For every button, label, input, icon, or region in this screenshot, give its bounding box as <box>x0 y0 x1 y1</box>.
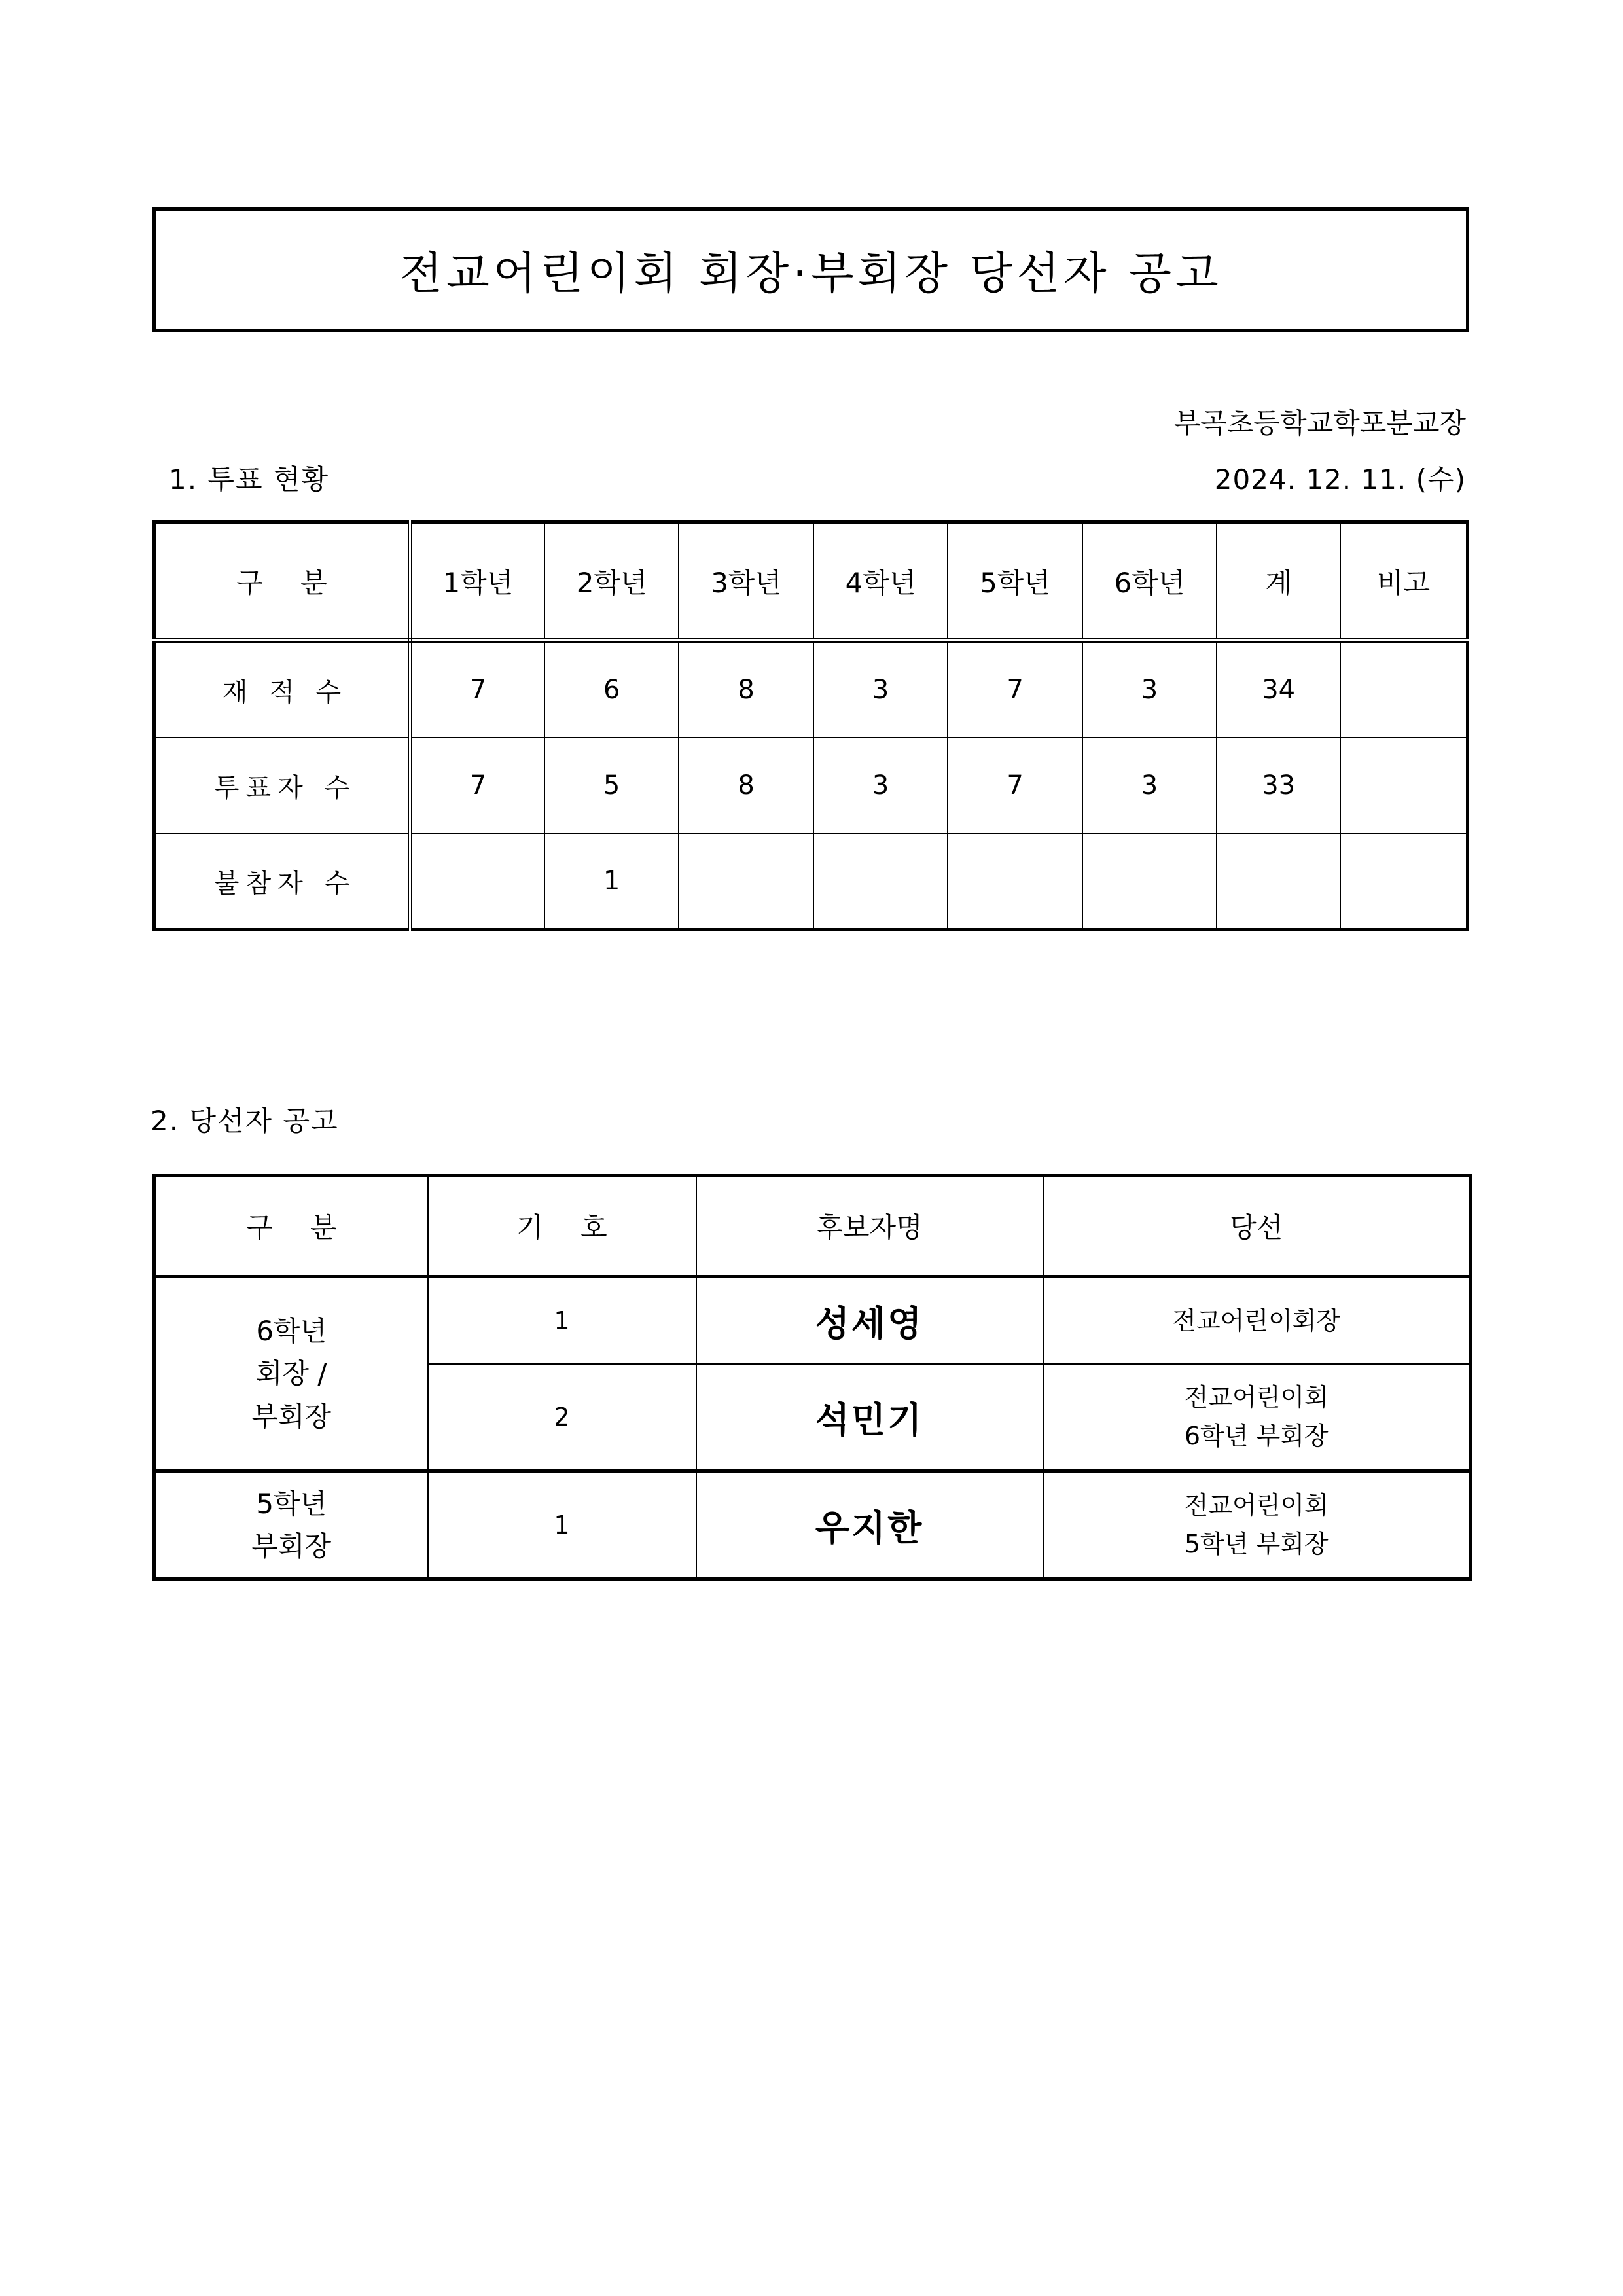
cell-enrolled-grade-2: 6 <box>544 641 679 738</box>
header-note: 비고 <box>1340 522 1467 641</box>
post-line-2: 5학년 부회장 <box>1184 1530 1329 1558</box>
cell-enrolled-grade-6: 3 <box>1082 641 1217 738</box>
cell-voters-grade-2: 5 <box>544 738 679 833</box>
header-division: 구 분 <box>154 1175 428 1277</box>
cell-candidate-number-3: 1 <box>428 1471 696 1579</box>
cell-enrolled-grade-1: 7 <box>410 641 544 738</box>
cell-voters-grade-3: 8 <box>679 738 813 833</box>
cell-candidate-name-1: 성세영 <box>696 1277 1043 1365</box>
cell-elected-post-1 <box>1043 1277 1471 1365</box>
cell-enrolled-grade-4: 3 <box>813 641 948 738</box>
cell-absentees-note <box>1340 833 1467 930</box>
row-label-absentees: 불참자 수 <box>154 833 410 930</box>
cell-division-grade6 <box>154 1277 428 1471</box>
cell-candidate-name-2: 석민기 <box>696 1364 1043 1471</box>
cell-candidate-number-2: 2 <box>428 1364 696 1471</box>
cell-candidate-number-1: 1 <box>428 1277 696 1365</box>
cell-absentees-grade-6 <box>1082 833 1217 930</box>
cell-absentees-grade-1 <box>410 833 544 930</box>
post-line-1: 전교어린이회장 <box>1172 1306 1341 1335</box>
division-line-2: 회장 / <box>255 1357 327 1390</box>
cell-enrolled-total: 34 <box>1217 641 1340 738</box>
vote-status-table <box>152 520 1469 931</box>
header-grade-1: 1학년 <box>410 522 544 641</box>
division-line-3: 부회장 <box>251 1400 332 1433</box>
table-row <box>154 641 1468 738</box>
header-total: 계 <box>1217 522 1340 641</box>
row-label-voters: 투표자 수 <box>154 738 410 833</box>
page-title: 전교어린이회 회장·부회장 당선자 공고 <box>399 248 1222 300</box>
division-line-1: 6학년 <box>256 1315 327 1348</box>
table-row <box>154 1277 1471 1365</box>
cell-absentees-grade-3 <box>679 833 813 930</box>
header-grade-6: 6학년 <box>1082 522 1217 641</box>
header-grade-2: 2학년 <box>544 522 679 641</box>
table-row <box>154 1471 1471 1579</box>
cell-enrolled-grade-5: 7 <box>948 641 1082 738</box>
cell-voters-grade-6: 3 <box>1082 738 1217 833</box>
organization-name: 부곡초등학교학포분교장 <box>1173 407 1466 439</box>
cell-absentees-grade-2: 1 <box>544 833 679 930</box>
cell-enrolled-grade-3: 8 <box>679 641 813 738</box>
header-division: 구 분 <box>154 522 410 641</box>
cell-voters-grade-1: 7 <box>410 738 544 833</box>
cell-elected-post-3 <box>1043 1471 1471 1579</box>
row-label-enrolled: 재 적 수 <box>154 641 410 738</box>
table-header-row <box>154 522 1468 641</box>
division-line-1: 5학년 <box>256 1487 327 1520</box>
cell-absentees-grade-4 <box>813 833 948 930</box>
header-elected-post: 당선 <box>1043 1175 1471 1277</box>
document-title-box <box>152 207 1469 332</box>
post-line-1: 전교어린이회 <box>1184 1383 1329 1412</box>
cell-absentees-total <box>1217 833 1340 930</box>
cell-candidate-name-3: 우지한 <box>696 1471 1043 1579</box>
header-grade-3: 3학년 <box>679 522 813 641</box>
cell-voters-grade-4: 3 <box>813 738 948 833</box>
post-line-2: 6학년 부회장 <box>1184 1422 1329 1450</box>
cell-voters-note <box>1340 738 1467 833</box>
section-heading-elected: 2. 당선자 공고 <box>151 1105 339 1137</box>
cell-voters-total: 33 <box>1217 738 1340 833</box>
table-row <box>154 833 1468 930</box>
cell-enrolled-note <box>1340 641 1467 738</box>
cell-elected-post-2 <box>1043 1364 1471 1471</box>
elected-results-table <box>152 1174 1472 1581</box>
table-header-row <box>154 1175 1471 1277</box>
header-candidate-name: 후보자명 <box>696 1175 1043 1277</box>
section-heading-vote-status: 1. 투표 현황 <box>169 463 330 495</box>
document-date: 2024. 12. 11. (수) <box>1214 463 1466 495</box>
table-row <box>154 738 1468 833</box>
cell-absentees-grade-5 <box>948 833 1082 930</box>
post-line-1: 전교어린이회 <box>1184 1491 1329 1520</box>
cell-voters-grade-5: 7 <box>948 738 1082 833</box>
header-grade-4: 4학년 <box>813 522 948 641</box>
header-grade-5: 5학년 <box>948 522 1082 641</box>
header-candidate-number: 기 호 <box>428 1175 696 1277</box>
division-line-2: 부회장 <box>251 1530 332 1562</box>
cell-division-grade5 <box>154 1471 428 1579</box>
